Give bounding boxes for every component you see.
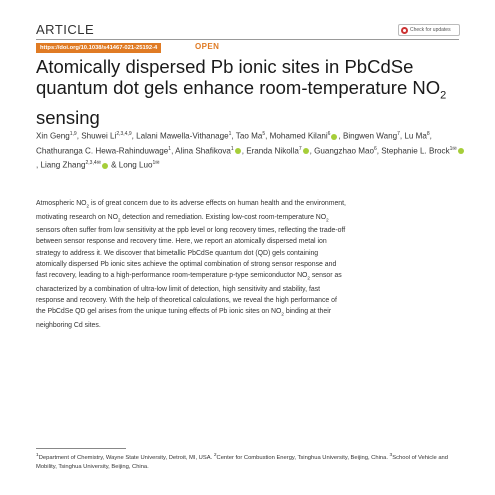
title-line-2-text: quantum dot gels enhance room-temperature NO bbox=[36, 77, 441, 98]
author-affiliation-marker: 8 bbox=[426, 131, 430, 137]
author[interactable]: Guangzhao Mao bbox=[314, 146, 374, 156]
author-list: Xin Geng$^{1,9}$, Shuwei Li$^{2,3,4,9}$, Lalani Mawella-Vithanage$^1$, Tao Ma$^5$, Mohamed Kilani$^6$ , Bingwen Wang$^7$, Lu Ma$^8$, Chathuranga C. Hewa-Rahinduwage$^1$, Alina Shafikova$^1$ , Eranda Nikolla$^7$ , Guangzhao Mao$^6$, Stephanie L. Brock$^{1✉}$, Liang Zhang$^{2,3,4✉}$ & Long Luo$^{1✉}$ bbox=[36, 128, 466, 172]
author-affiliation-marker: 7 bbox=[397, 131, 400, 137]
author[interactable]: Stephanie L. Brock bbox=[381, 146, 450, 156]
author-affiliation-marker: 1 bbox=[230, 145, 234, 152]
author[interactable]: Liang Zhang bbox=[40, 161, 86, 171]
subscript: 2 bbox=[117, 216, 121, 222]
title-line-2 bbox=[36, 77, 466, 107]
affiliation-text: School of Vehicle and Mobility, Tsinghua University, Beijing, China. bbox=[36, 454, 448, 470]
affiliation-number: 2 bbox=[213, 453, 217, 458]
author[interactable]: Lalani Mawella-Vithanage bbox=[136, 131, 229, 141]
author-affiliation-marker: 2,3,4,9 bbox=[116, 131, 132, 137]
footnote-divider bbox=[36, 448, 126, 449]
title-subscript: 2 bbox=[440, 89, 447, 102]
author-affiliation-marker: 2,3,4✉ bbox=[85, 160, 101, 167]
author[interactable]: Eranda Nikolla bbox=[246, 146, 299, 156]
article-title bbox=[36, 56, 466, 128]
author[interactable]: Mohamed Kilani bbox=[269, 131, 328, 141]
abstract-text: Atmospheric NO bbox=[36, 200, 87, 207]
title-line-1: Atomically dispersed Pb ionic sites in PbCdSe bbox=[36, 56, 414, 77]
abstract-text: is of great concern due to its adverse effects on human health and the environment, motivating research on NO bbox=[36, 200, 346, 221]
check-updates-label: Check for updates bbox=[410, 27, 451, 33]
header-divider bbox=[36, 39, 459, 40]
affiliation-text: Center for Combustion Energy, Tsinghua University, Beijing, China. bbox=[216, 454, 390, 461]
author[interactable]: Tao Ma bbox=[235, 131, 263, 141]
author[interactable]: Alina Shafikova bbox=[175, 146, 231, 156]
author-affiliation-marker: 1✉ bbox=[449, 145, 457, 152]
subscript: 2 bbox=[281, 311, 284, 317]
author[interactable]: Bingwen Wang bbox=[342, 131, 398, 141]
author-affiliation-marker: 1✉ bbox=[152, 160, 160, 167]
author[interactable]: Lu Ma bbox=[404, 131, 427, 141]
abstract-text: binding at their neighboring Cd sites. bbox=[36, 307, 332, 329]
author[interactable]: Shuwei Li bbox=[81, 131, 117, 141]
affiliation-text: Department of Chemistry, Wayne State University, Detroit, MI, USA. bbox=[38, 454, 214, 461]
open-access-label: OPEN bbox=[195, 42, 220, 51]
orcid-icon[interactable] bbox=[331, 134, 337, 140]
author-affiliation-marker: 1 bbox=[228, 131, 232, 137]
abstract-text: sensors often suffer from low sensitivity at the ppb level or long recovery times, reflecting the trade-off between sensor response and recovery time. Here, we report an atomically dispersed metal ion strategy to address it. We discover that bimetallic PbCdSe quantum dot (QD) gels containing atomically dispersed Pb ionic sites achieve the optimal combination of strong sensor response and fast recovery, leading to a high-performance room-temperature p-type semiconductor NO bbox=[36, 227, 346, 279]
subscript: 2 bbox=[326, 216, 329, 222]
subscript: 2 bbox=[307, 275, 310, 281]
author-affiliation-marker: 6 bbox=[327, 131, 331, 137]
author[interactable]: Xin Geng bbox=[36, 131, 70, 141]
orcid-icon[interactable] bbox=[303, 148, 309, 154]
article-type-label: ARTICLE bbox=[36, 22, 95, 37]
author[interactable]: Chathuranga C. Hewa-Rahinduwage bbox=[36, 146, 169, 156]
title-line-3: sensing bbox=[36, 106, 100, 128]
affiliation-number: 3 bbox=[389, 453, 393, 458]
doi-link[interactable]: https://doi.org/10.1038/s41467-021-25192-4 bbox=[36, 43, 161, 53]
abstract-text: sensor as characterized by a combination of ultra-low limit of detection, high sensitivity and stability, fast response and recovery. With the help of theoretical calculations, we reveal the high performance of the PbCdSe QD gel arises from the unique tuning effects of Pb ionic sites on NO bbox=[36, 271, 342, 315]
author-affiliation-marker: 1,9 bbox=[69, 131, 77, 137]
author-affiliation-marker: 7 bbox=[298, 145, 302, 152]
affiliation-number: 1 bbox=[36, 453, 39, 458]
orcid-icon[interactable] bbox=[102, 163, 108, 169]
abstract bbox=[36, 198, 348, 331]
affiliations bbox=[36, 451, 466, 481]
check-updates-icon bbox=[401, 27, 408, 34]
subscript: 2 bbox=[86, 203, 90, 209]
check-for-updates-button[interactable] bbox=[398, 24, 460, 36]
author-affiliation-marker: 6 bbox=[373, 145, 377, 152]
author-affiliation-marker: 1 bbox=[168, 145, 172, 152]
author-affiliation-marker: 5 bbox=[262, 131, 266, 137]
abstract-text: detection and remediation. Existing low-cost room-temperature NO bbox=[120, 213, 327, 221]
author[interactable]: Long Luo bbox=[118, 161, 153, 171]
orcid-icon[interactable] bbox=[458, 148, 464, 154]
orcid-icon[interactable] bbox=[235, 148, 241, 154]
